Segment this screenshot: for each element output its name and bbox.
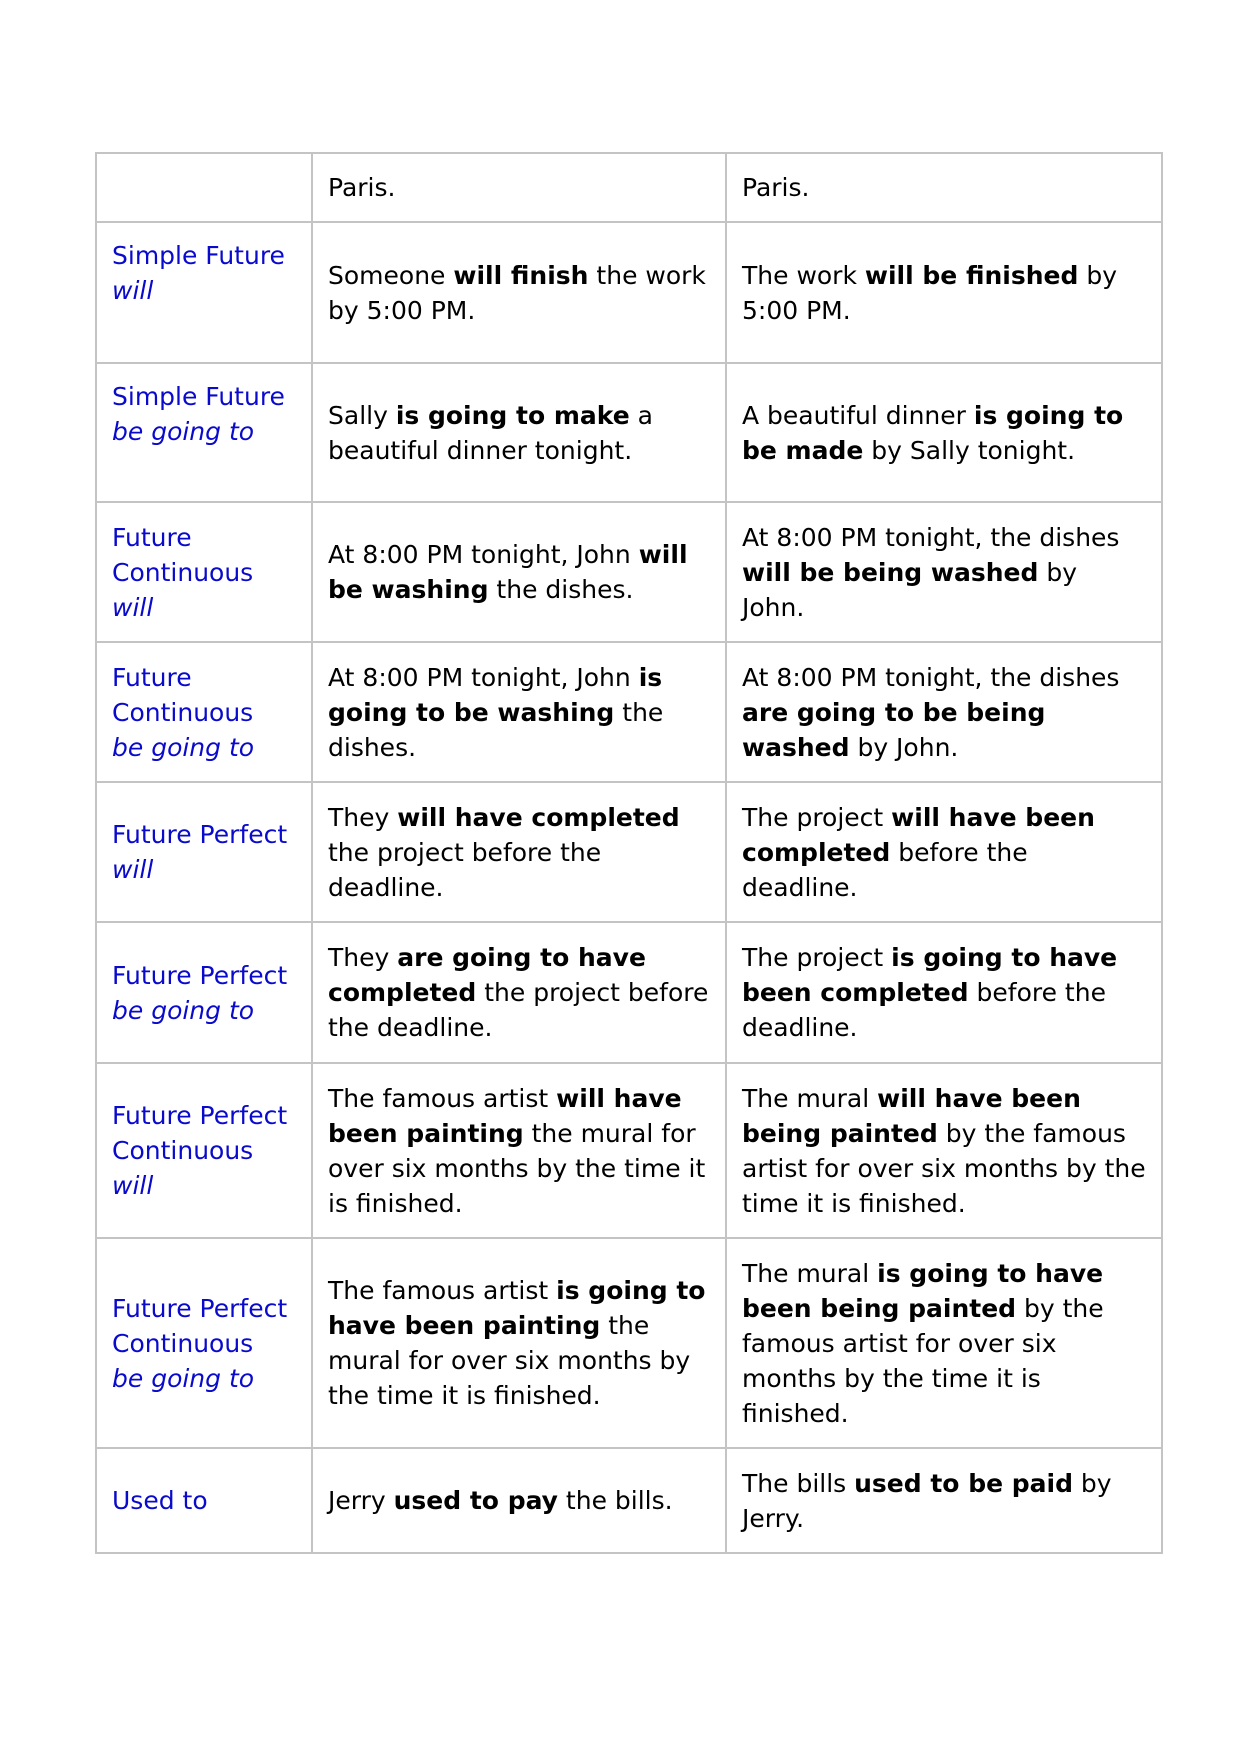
sentence-text: The work bbox=[742, 260, 865, 290]
sentence-text: the dishes. bbox=[488, 575, 634, 604]
verb-phrase: will finish bbox=[453, 260, 589, 290]
tense-cell bbox=[96, 642, 312, 782]
tense-comparison-table bbox=[95, 152, 1163, 1554]
tense-name: Simple Future bbox=[112, 241, 285, 270]
tense-name: Used to bbox=[112, 1486, 208, 1515]
verb-phrase: will have completed bbox=[397, 802, 680, 832]
table-row-6 bbox=[96, 922, 1162, 1063]
verb-phrase: is going to have been completed bbox=[742, 943, 1118, 1007]
tense-cell bbox=[96, 1063, 312, 1238]
tense-name: Future Continuous bbox=[112, 522, 254, 587]
table-row-2 bbox=[96, 363, 1162, 502]
sentence-text: the dishes. bbox=[328, 697, 664, 762]
tense-cell bbox=[96, 922, 312, 1063]
tense-auxiliary: will bbox=[112, 1171, 154, 1200]
tense-auxiliary: be going to bbox=[112, 732, 255, 762]
table-row-9 bbox=[96, 1448, 1162, 1553]
verb-phrase: will have been painting bbox=[328, 1083, 682, 1148]
sentence-text: Paris. bbox=[742, 173, 810, 202]
active-voice-cell bbox=[312, 153, 726, 222]
sentence-text: by John. bbox=[849, 732, 959, 762]
table-row-7 bbox=[96, 1063, 1162, 1238]
tense-auxiliary: be going to bbox=[112, 417, 255, 446]
passive-voice-cell bbox=[726, 1063, 1162, 1238]
tense-cell bbox=[96, 363, 312, 502]
tense-auxiliary: be going to bbox=[112, 1363, 255, 1393]
sentence-text: by 5:00 PM. bbox=[742, 260, 1118, 325]
active-voice-cell bbox=[312, 642, 726, 782]
tense-cell bbox=[96, 1238, 312, 1448]
sentence-text: At 8:00 PM tonight, John bbox=[328, 662, 639, 692]
tense-name: Future Perfect bbox=[112, 960, 288, 990]
sentence-text: The famous artist bbox=[328, 1083, 557, 1113]
verb-phrase: will be washing bbox=[328, 540, 688, 604]
active-voice-cell bbox=[312, 922, 726, 1063]
sentence-text: the bills. bbox=[557, 1486, 673, 1515]
sentence-text: before the deadline. bbox=[742, 978, 1106, 1042]
sentence-text: before the deadline. bbox=[742, 837, 1028, 902]
sentence-text: by Jerry. bbox=[742, 1468, 1112, 1533]
verb-phrase: will have been completed bbox=[742, 802, 1095, 867]
sentence-text: the project before the deadline. bbox=[328, 978, 709, 1042]
sentence-text: The bills bbox=[742, 1468, 855, 1498]
passive-voice-cell bbox=[726, 642, 1162, 782]
active-voice-cell bbox=[312, 1238, 726, 1448]
active-voice-cell bbox=[312, 363, 726, 502]
table-row-1 bbox=[96, 222, 1162, 363]
tense-auxiliary: will bbox=[112, 855, 154, 884]
tense-cell bbox=[96, 782, 312, 922]
active-voice-cell bbox=[312, 1063, 726, 1238]
sentence-text: The mural bbox=[742, 1258, 878, 1288]
sentence-text: by John. bbox=[742, 557, 1077, 622]
verb-phrase: is going to be made bbox=[742, 400, 1124, 465]
verb-phrase: will be being washed bbox=[742, 557, 1039, 587]
tense-name: Future Perfect Continuous bbox=[112, 1101, 288, 1165]
passive-voice-cell bbox=[726, 1448, 1162, 1553]
tense-cell bbox=[96, 153, 312, 222]
tense-cell bbox=[96, 1448, 312, 1553]
sentence-text: The project bbox=[742, 943, 892, 972]
table-row-8 bbox=[96, 1238, 1162, 1448]
passive-voice-cell bbox=[726, 363, 1162, 502]
verb-phrase: is going to make bbox=[395, 400, 630, 430]
active-voice-cell bbox=[312, 782, 726, 922]
table-body bbox=[96, 153, 1162, 1553]
tense-name: Simple Future bbox=[112, 382, 285, 411]
sentence-text: They bbox=[328, 802, 398, 832]
active-voice-cell bbox=[312, 222, 726, 363]
verb-phrase: will be finished bbox=[864, 260, 1079, 290]
sentence-text: the mural for over six months by the time it is finished. bbox=[328, 1311, 691, 1410]
passive-voice-cell bbox=[726, 1238, 1162, 1448]
tense-cell bbox=[96, 502, 312, 642]
verb-phrase: is going to have been being painted bbox=[742, 1258, 1104, 1323]
sentence-text: The famous artist bbox=[328, 1276, 557, 1305]
sentence-text: by the famous artist for over six months by the time it is finished. bbox=[742, 1118, 1146, 1218]
sentence-text: Jerry bbox=[328, 1486, 394, 1515]
sentence-text: A beautiful dinner bbox=[742, 400, 974, 430]
tense-cell bbox=[96, 222, 312, 363]
active-voice-cell bbox=[312, 1448, 726, 1553]
table-row-5 bbox=[96, 782, 1162, 922]
sentence-text: a beautiful dinner tonight. bbox=[328, 400, 653, 465]
verb-phrase: is going to be washing bbox=[328, 662, 663, 727]
sentence-text: At 8:00 PM tonight, the dishes bbox=[742, 662, 1120, 692]
tense-name: Future Perfect bbox=[112, 820, 288, 849]
sentence-text: The project bbox=[742, 802, 892, 832]
sentence-text: the work by 5:00 PM. bbox=[328, 260, 706, 325]
tense-auxiliary: will bbox=[112, 276, 154, 305]
verb-phrase: used to pay bbox=[393, 1486, 558, 1515]
tense-auxiliary: will bbox=[112, 592, 154, 622]
sentence-text: the mural for over six months by the time it is finished. bbox=[328, 1118, 706, 1218]
passive-voice-cell bbox=[726, 922, 1162, 1063]
sentence-text: At 8:00 PM tonight, John bbox=[328, 540, 639, 569]
tense-name: Future Continuous bbox=[112, 662, 254, 727]
sentence-text: by the famous artist for over six months by the time it is finished. bbox=[742, 1293, 1104, 1428]
tense-auxiliary: be going to bbox=[112, 995, 255, 1025]
passive-voice-cell bbox=[726, 502, 1162, 642]
verb-phrase: used to be paid bbox=[854, 1468, 1073, 1498]
sentence-text: They bbox=[328, 943, 398, 972]
active-voice-cell bbox=[312, 502, 726, 642]
sentence-text: the project before the deadline. bbox=[328, 837, 602, 902]
sentence-text: Paris. bbox=[328, 173, 396, 202]
sentence-text: At 8:00 PM tonight, the dishes bbox=[742, 522, 1120, 552]
verb-phrase: are going to be being washed bbox=[742, 697, 1046, 762]
passive-voice-cell bbox=[726, 153, 1162, 222]
verb-phrase: are going to have completed bbox=[328, 943, 646, 1007]
table-row-4 bbox=[96, 642, 1162, 782]
sentence-text: The mural bbox=[742, 1083, 878, 1113]
sentence-text: Someone bbox=[328, 260, 454, 290]
sentence-text: Sally bbox=[328, 400, 396, 430]
table-row-0 bbox=[96, 153, 1162, 222]
passive-voice-cell bbox=[726, 782, 1162, 922]
verb-phrase: is going to have been painting bbox=[328, 1276, 706, 1340]
table-row-3 bbox=[96, 502, 1162, 642]
tense-name: Future Perfect Continuous bbox=[112, 1293, 288, 1358]
verb-phrase: will have been being painted bbox=[742, 1083, 1081, 1148]
sentence-text: by Sally tonight. bbox=[863, 435, 1076, 465]
passive-voice-cell bbox=[726, 222, 1162, 363]
